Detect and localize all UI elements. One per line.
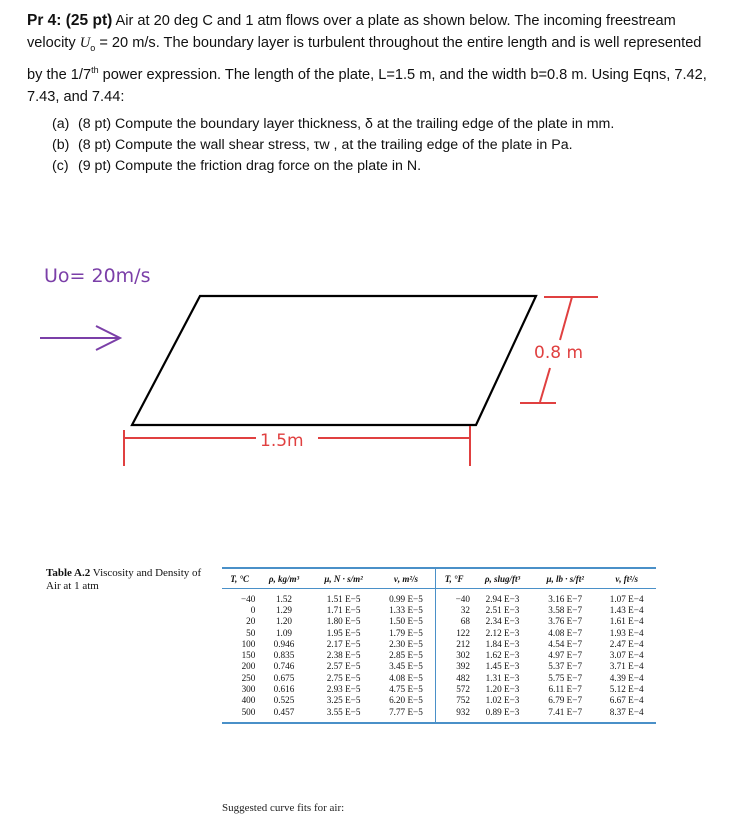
table-cell: 68 xyxy=(460,616,470,627)
table-cell: 3.71 E−4 xyxy=(609,661,644,672)
table-cell: 2.12 E−3 xyxy=(485,627,520,638)
table-header-row xyxy=(222,568,656,589)
problem-text-3: power expression. The length of the plate, L=1.5 m, and the width b=0.8 m. Using Eqns, 7.42, 7.43, and 7.44: xyxy=(27,66,707,105)
table-cell: 122 xyxy=(456,627,470,638)
air-properties-table xyxy=(222,567,656,724)
table-cell: 3.07 E−4 xyxy=(609,650,644,661)
table-cell: 0.89 E−3 xyxy=(485,706,520,717)
table-row xyxy=(222,706,656,723)
flow-arrow-icon xyxy=(40,326,120,350)
table-cell: 4.08 E−5 xyxy=(377,672,436,683)
table-caption: Table A.2 Viscosity and Density of Air at 1 atm xyxy=(46,567,202,592)
table-row xyxy=(222,627,656,638)
table-cell: 2.38 E−5 xyxy=(326,650,361,661)
table-cell: 5.12 E−4 xyxy=(609,684,644,695)
problem-text-1: Air at 20 deg C and 1 atm flows over a plate as shown below. The incoming freestream velocity xyxy=(27,13,676,51)
problem-statement xyxy=(27,10,707,108)
table-cell: 1.52 xyxy=(275,593,293,604)
table-footer: Suggested curve fits for air: xyxy=(222,802,345,814)
table-cell: 1.50 E−5 xyxy=(377,616,436,627)
table-cell: 1.20 xyxy=(275,616,293,627)
table-cell: 3.58 E−7 xyxy=(548,604,583,615)
col-header: ρ, slug/ft³ xyxy=(472,568,533,589)
plate-figure xyxy=(0,240,730,480)
table-cell: 8.37 E−4 xyxy=(609,706,644,717)
table-cell: 1.07 E−4 xyxy=(609,593,644,604)
table-cell: 2.94 E−3 xyxy=(485,593,520,604)
table-cell: 4.75 E−5 xyxy=(377,683,436,694)
table-cell: 300 xyxy=(241,684,256,695)
part-b: (b) (8 pt) Compute the wall shear stress, τw , at the trailing edge of the plate in Pa. xyxy=(52,137,573,153)
plate-outline xyxy=(132,296,536,425)
superscript-th: th xyxy=(91,64,99,75)
problem-parts xyxy=(52,114,692,177)
col-header: ρ, kg/m³ xyxy=(257,568,310,589)
table-cell: 20 xyxy=(246,616,256,627)
table-cell: 1.33 E−5 xyxy=(377,604,436,615)
table-cell: 0.616 xyxy=(273,684,295,695)
table-cell: 3.55 E−5 xyxy=(326,706,361,717)
table-cell: 0.835 xyxy=(273,650,295,661)
table-cell: 0.946 xyxy=(273,638,295,649)
table-cell: 2.57 E−5 xyxy=(326,661,361,672)
table-cell: 150 xyxy=(241,650,256,661)
velocity-label: Uo= 20m/s xyxy=(44,265,151,287)
col-header: μ, N · s/m² xyxy=(311,568,377,589)
table-cell: 212 xyxy=(456,638,470,649)
table-row xyxy=(222,661,656,672)
table-cell: 0.675 xyxy=(273,672,295,683)
table-cell: 392 xyxy=(456,661,470,672)
table-cell: 2.47 E−4 xyxy=(609,638,644,649)
table-cell: 1.51 E−5 xyxy=(326,593,361,604)
table-cell: 572 xyxy=(456,684,470,695)
table-cell: 500 xyxy=(241,706,256,717)
table-cell: 1.62 E−3 xyxy=(485,650,520,661)
table-cell: 4.97 E−7 xyxy=(548,650,583,661)
velocity-symbol: U xyxy=(79,35,91,51)
table-cell: 0.99 E−5 xyxy=(377,589,436,605)
table-cell: 1.09 xyxy=(275,627,293,638)
table-cell: 4.39 E−4 xyxy=(609,672,644,683)
table-cell: 6.11 E−7 xyxy=(548,684,582,695)
table-cell: 2.93 E−5 xyxy=(326,684,361,695)
table-cell: 50 xyxy=(246,627,256,638)
table-cell: 6.20 E−5 xyxy=(377,695,436,706)
col-header: ν, ft²/s xyxy=(597,568,656,589)
table-cell: 100 xyxy=(241,638,256,649)
table-cell: 752 xyxy=(456,695,470,706)
table-row xyxy=(222,604,656,615)
table-cell: 2.30 E−5 xyxy=(377,638,436,649)
table-cell: 2.17 E−5 xyxy=(326,638,361,649)
table-cell: 3.16 E−7 xyxy=(548,593,583,604)
table-cell: 400 xyxy=(241,695,256,706)
col-header: ν, m²/s xyxy=(377,568,436,589)
velocity-subscript: o xyxy=(90,42,96,53)
table-row xyxy=(222,695,656,706)
problem-text-2: = 20 m/s. The boundary layer is turbulent throughout the entire length and is well represented by the 1/7 xyxy=(27,35,702,83)
table-cell: 6.79 E−7 xyxy=(548,695,583,706)
table-cell: 1.80 E−5 xyxy=(326,616,361,627)
table-cell: 3.25 E−5 xyxy=(326,695,361,706)
table-cell: 0.746 xyxy=(273,661,295,672)
table-cell: 5.75 E−7 xyxy=(548,672,583,683)
table-row xyxy=(222,649,656,660)
col-header: μ, lb · s/ft² xyxy=(533,568,597,589)
table-cell: 1.45 E−3 xyxy=(485,661,520,672)
table-cell: 0 xyxy=(250,604,256,615)
table-cell: 4.54 E−7 xyxy=(548,638,583,649)
table-cell: −40 xyxy=(455,593,470,604)
table-cell: 932 xyxy=(456,706,470,717)
table-row xyxy=(222,616,656,627)
table-cell: 1.29 xyxy=(275,604,293,615)
table-cell: 1.02 E−3 xyxy=(485,695,520,706)
table-cell: 2.85 E−5 xyxy=(377,649,436,660)
part-a: (a) (8 pt) Compute the boundary layer thickness, δ at the trailing edge of the plate in mm. xyxy=(52,116,615,132)
table-cell: 1.20 E−3 xyxy=(485,684,520,695)
table-cell: 3.45 E−5 xyxy=(377,661,436,672)
table-cell: 200 xyxy=(241,661,256,672)
table-cell: 32 xyxy=(460,604,470,615)
width-label: 0.8 m xyxy=(534,343,583,363)
table-cell: 1.61 E−4 xyxy=(609,616,644,627)
table-cell: 3.76 E−7 xyxy=(548,616,583,627)
table-row xyxy=(222,589,656,605)
table-row xyxy=(222,638,656,649)
table-cell: 482 xyxy=(456,672,470,683)
table-cell: 1.71 E−5 xyxy=(326,604,361,615)
length-label: 1.5m xyxy=(260,431,304,451)
table-cell: 7.41 E−7 xyxy=(548,706,583,717)
table-cell: 1.79 E−5 xyxy=(377,627,436,638)
part-c: (c) (9 pt) Compute the friction drag force on the plate in N. xyxy=(52,158,422,174)
table-cell: 302 xyxy=(456,650,470,661)
table-cell: 7.77 E−5 xyxy=(377,706,436,723)
col-header: T, °F xyxy=(436,568,472,589)
table-cell: −40 xyxy=(240,593,256,604)
table-cell: 0.457 xyxy=(273,706,295,717)
table-body xyxy=(222,589,656,724)
table-cell: 250 xyxy=(241,672,256,683)
table-row xyxy=(222,672,656,683)
table-cell: 6.67 E−4 xyxy=(609,695,644,706)
table-cell: 4.08 E−7 xyxy=(548,627,583,638)
table-cell: 2.51 E−3 xyxy=(485,604,520,615)
table-cell: 1.84 E−3 xyxy=(485,638,520,649)
table-cell: 0.525 xyxy=(273,695,295,706)
table-cell: 1.31 E−3 xyxy=(485,672,520,683)
problem-number: Pr 4: (25 pt) xyxy=(27,12,113,29)
table-cell: 1.95 E−5 xyxy=(326,627,361,638)
table-cell: 2.34 E−3 xyxy=(485,616,520,627)
table-row xyxy=(222,683,656,694)
table-cell: 5.37 E−7 xyxy=(548,661,583,672)
table-cell: 2.75 E−5 xyxy=(326,672,361,683)
table-cell: 1.43 E−4 xyxy=(609,604,644,615)
col-header: T, °C xyxy=(222,568,257,589)
table-cell: 1.93 E−4 xyxy=(609,627,644,638)
